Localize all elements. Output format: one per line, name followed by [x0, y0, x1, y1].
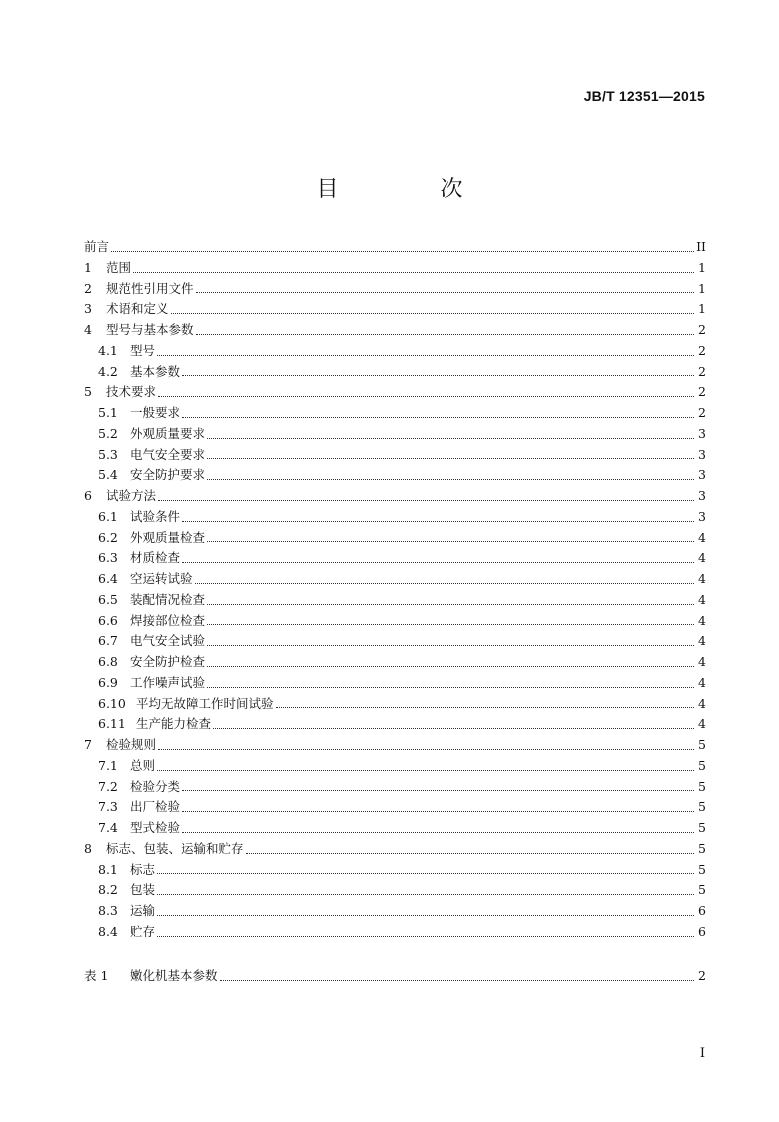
toc-entry-title: 型式检验	[130, 820, 181, 835]
page-number: I	[699, 1046, 705, 1061]
toc-entry[interactable]	[84, 486, 706, 507]
toc-entry-page: 4	[698, 695, 706, 711]
page-title: 目 次	[316, 177, 503, 202]
toc-entry-number: 8	[84, 840, 92, 856]
toc-entry-number: 5	[84, 384, 92, 400]
toc-entry[interactable]	[84, 382, 706, 403]
toc-entry-title: 运输	[130, 903, 156, 918]
toc-entry[interactable]	[84, 362, 706, 383]
toc-entry-title: 基本参数	[130, 363, 181, 379]
toc-entry-number: 6.6	[98, 612, 118, 628]
toc-entry-page: 3	[698, 425, 706, 441]
dot-leader	[133, 272, 694, 273]
dot-leader	[111, 251, 694, 252]
toc-entry-number: 6.8	[98, 654, 118, 669]
dot-leader	[276, 707, 694, 708]
toc-entry[interactable]	[84, 818, 706, 839]
toc-entry-number: 4.1	[98, 342, 118, 358]
toc-entry-number: 1	[84, 259, 92, 275]
toc-entry[interactable]	[84, 839, 706, 860]
toc-entry-page: 6	[698, 923, 706, 939]
toc-entry-page: 4	[698, 571, 706, 586]
toc-entry-title: 检验分类	[130, 778, 181, 794]
toc-entry-title: 型号与基本参数	[106, 322, 194, 337]
toc-entry-page: 1	[698, 301, 706, 317]
dot-leader	[157, 355, 694, 356]
toc-entry-title: 外观质量检查	[130, 529, 206, 545]
dot-leader	[182, 811, 694, 812]
dot-leader	[157, 936, 694, 937]
toc-entry-page: 3	[698, 508, 706, 524]
toc-entry[interactable]	[84, 590, 706, 611]
toc-entry-title: 材质检查	[130, 550, 181, 566]
toc-entry-page: 5	[698, 820, 706, 835]
toc-entry-title: 生产能力检查	[136, 716, 212, 732]
toc-entry[interactable]	[84, 756, 706, 777]
toc-entry-number: 3	[84, 301, 92, 317]
toc-entry-title: 安全防护要求	[130, 467, 206, 483]
toc-entry[interactable]	[84, 631, 706, 652]
dot-leader	[196, 292, 694, 293]
toc-entry[interactable]	[84, 424, 706, 445]
toc-entry-number: 6.2	[98, 529, 118, 545]
toc-entry[interactable]	[84, 922, 706, 943]
toc-entry[interactable]	[84, 901, 706, 922]
toc-entry-title: 前言	[84, 239, 110, 254]
toc-entry[interactable]	[84, 341, 706, 362]
toc-entry[interactable]	[84, 320, 706, 341]
toc-entry-number: 6.7	[98, 633, 118, 649]
toc-entry-number: 2	[84, 280, 92, 296]
table-of-contents	[84, 237, 706, 943]
toc-entry-title: 焊接部位检查	[130, 612, 206, 628]
toc-entry-title: 试验方法	[106, 488, 157, 503]
toc-entry-title: 外观质量要求	[130, 425, 206, 441]
toc-entry-title: 一般要求	[130, 405, 181, 420]
toc-entry-number: 5.2	[98, 425, 118, 441]
toc-entry-page: 2	[698, 405, 706, 420]
toc-entry-title: 平均无故障工作时间试验	[136, 695, 274, 711]
toc-entry[interactable]	[84, 735, 706, 756]
toc-entry-number: 7.3	[98, 799, 118, 815]
dot-leader	[196, 334, 694, 335]
toc-entry-number: 7.2	[98, 778, 118, 794]
dot-leader	[158, 396, 694, 397]
dot-leader	[207, 458, 694, 459]
toc-entry-page: 3	[698, 488, 706, 503]
dot-leader	[158, 749, 694, 750]
toc-entry-number: 6.3	[98, 550, 118, 566]
toc-entry-page: 5	[698, 799, 706, 815]
dot-leader	[182, 790, 694, 791]
dot-leader	[182, 417, 694, 418]
toc-entry[interactable]	[84, 258, 706, 279]
tables-entry-number: 表 1	[84, 968, 109, 983]
toc-entry-page: 5	[698, 757, 706, 773]
toc-entry-number: 4	[84, 322, 92, 337]
toc-entry[interactable]	[84, 694, 706, 715]
toc-entry[interactable]	[84, 673, 706, 694]
toc-entry-number: 8.4	[98, 923, 118, 939]
toc-entry[interactable]	[84, 528, 706, 549]
dot-leader	[207, 479, 694, 480]
toc-entry-page: 4	[698, 612, 706, 628]
toc-entry-title: 电气安全要求	[130, 446, 206, 462]
toc-entry-page: 5	[698, 778, 706, 794]
dot-leader	[171, 313, 694, 314]
toc-entry-page: 2	[698, 322, 706, 337]
toc-entry-page: 3	[698, 446, 706, 462]
toc-entry-page: 1	[698, 280, 706, 296]
toc-entry[interactable]	[84, 465, 706, 486]
toc-entry[interactable]	[84, 777, 706, 798]
toc-entry-page: 6	[698, 903, 706, 918]
dot-leader	[220, 980, 694, 981]
toc-entry[interactable]	[84, 797, 706, 818]
toc-entry-page: 5	[698, 882, 706, 898]
toc-entry-page: 4	[698, 654, 706, 669]
toc-entry-number: 5.1	[98, 405, 118, 420]
dot-leader	[213, 728, 694, 729]
toc-entry-title: 包装	[130, 882, 156, 898]
toc-entry-title: 标志	[130, 861, 156, 877]
toc-entry-page: II	[696, 239, 706, 254]
dot-leader	[157, 873, 694, 874]
toc-entry-number: 8.1	[98, 861, 118, 877]
toc-entry-page: 4	[698, 550, 706, 566]
toc-entry-number: 7.4	[98, 820, 118, 835]
toc-entry-page: 4	[698, 716, 706, 732]
toc-entry[interactable]	[84, 279, 706, 300]
toc-entry[interactable]	[84, 569, 706, 590]
toc-entry-title: 术语和定义	[106, 301, 169, 317]
dot-leader	[207, 604, 694, 605]
dot-leader	[207, 666, 694, 667]
toc-entry-title: 装配情况检查	[130, 591, 206, 607]
toc-entry-title: 总则	[130, 757, 156, 773]
toc-entry-page: 1	[698, 259, 706, 275]
toc-entry-number: 8.3	[98, 903, 118, 918]
toc-entry-page: 2	[698, 363, 706, 379]
dot-leader	[207, 687, 694, 688]
dot-leader	[182, 521, 694, 522]
toc-entry-title: 技术要求	[106, 384, 157, 400]
toc-entry-page: 2	[698, 342, 706, 358]
dot-leader	[246, 853, 694, 854]
toc-entry[interactable]	[84, 237, 706, 258]
dot-leader	[157, 894, 694, 895]
toc-entry-page: 4	[698, 529, 706, 545]
dot-leader	[207, 541, 694, 542]
toc-entry-title: 范围	[106, 259, 132, 275]
toc-entry[interactable]	[84, 299, 706, 320]
toc-entry-title: 贮存	[130, 923, 156, 939]
dot-leader	[207, 438, 694, 439]
dot-leader	[182, 375, 694, 376]
toc-entry-page: 3	[698, 467, 706, 483]
dot-leader	[182, 562, 694, 563]
tables-entry[interactable]	[84, 966, 706, 987]
dot-leader	[195, 583, 694, 584]
dot-leader	[207, 645, 694, 646]
dot-leader	[158, 500, 694, 501]
tables-entry-title: 嫩化机基本参数	[130, 968, 218, 983]
toc-entry-number: 6	[84, 488, 92, 503]
dot-leader	[207, 624, 694, 625]
toc-entry-page: 5	[698, 737, 706, 752]
toc-entry[interactable]	[84, 507, 706, 528]
toc-entry-title: 型号	[130, 342, 156, 358]
toc-entry-title: 安全防护检查	[130, 654, 206, 669]
toc-entry-page: 4	[698, 591, 706, 607]
toc-entry-number: 4.2	[98, 363, 118, 379]
toc-entry-title: 检验规则	[106, 737, 157, 752]
toc-entry-page: 4	[698, 674, 706, 690]
dot-leader	[157, 770, 694, 771]
dot-leader	[157, 915, 694, 916]
dot-leader	[182, 832, 694, 833]
toc-entry-page: 5	[698, 861, 706, 877]
toc-entry[interactable]	[84, 611, 706, 632]
toc-entry[interactable]	[84, 714, 706, 735]
toc-entry-page: 4	[698, 633, 706, 649]
toc-entry-number: 5.3	[98, 446, 118, 462]
list-of-tables	[84, 966, 706, 987]
toc-entry-number: 8.2	[98, 882, 118, 898]
toc-entry-title: 出厂检验	[130, 799, 181, 815]
toc-entry-title: 工作噪声试验	[130, 674, 206, 690]
toc-entry-number: 6.9	[98, 674, 118, 690]
toc-entry-number: 6.4	[98, 571, 118, 586]
toc-entry[interactable]	[84, 880, 706, 901]
toc-entry[interactable]	[84, 860, 706, 881]
toc-entry-title: 规范性引用文件	[106, 280, 194, 296]
toc-entry-title: 电气安全试验	[130, 633, 206, 649]
toc-entry-title: 试验条件	[130, 508, 181, 524]
toc-entry-title: 空运转试验	[130, 571, 193, 586]
toc-entry-number: 6.5	[98, 591, 118, 607]
toc-entry-number: 6.11	[98, 716, 126, 732]
toc-entry-number: 6.10	[98, 695, 126, 711]
toc-entry[interactable]	[84, 652, 706, 673]
standard-number: JB/T 12351—2015	[583, 88, 705, 104]
toc-entry-number: 7.1	[98, 757, 118, 773]
toc-entry-page: 2	[698, 384, 706, 400]
toc-entry-page: 5	[698, 840, 706, 856]
toc-entry[interactable]	[84, 445, 706, 466]
tables-entry-page: 2	[698, 968, 706, 983]
toc-entry-number: 7	[84, 737, 92, 752]
toc-entry[interactable]	[84, 548, 706, 569]
toc-entry-number: 6.1	[98, 508, 118, 524]
toc-entry-title: 标志、包装、运输和贮存	[106, 840, 244, 856]
toc-entry[interactable]	[84, 403, 706, 424]
toc-entry-number: 5.4	[98, 467, 118, 483]
